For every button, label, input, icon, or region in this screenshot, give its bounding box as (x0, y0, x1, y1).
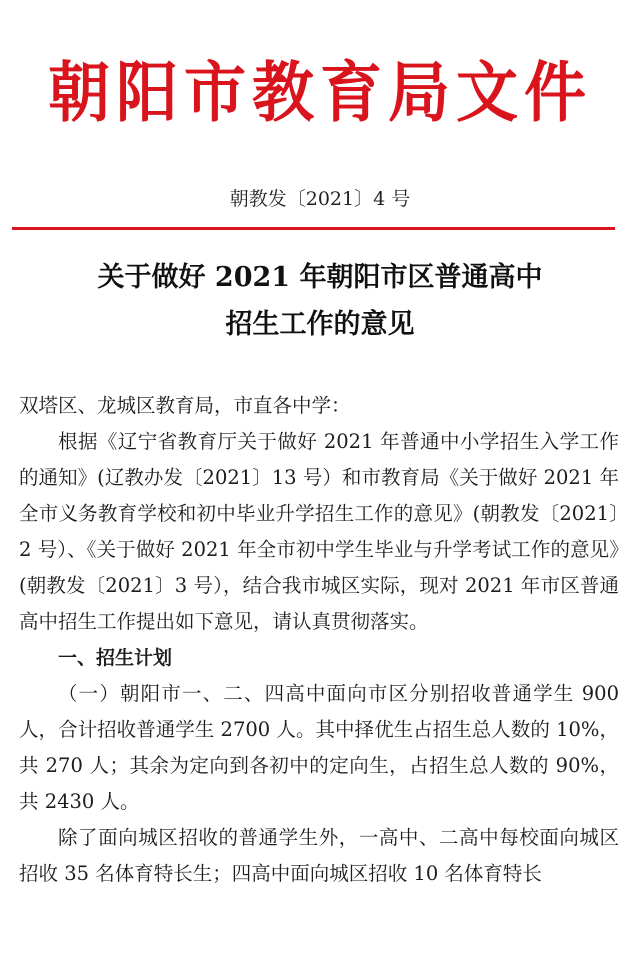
document-body (19, 388, 619, 892)
document-title-line-2: 招生工作的意见 (225, 309, 415, 340)
section-heading-enrollment-plan: 一、招生计划 (58, 647, 173, 669)
document-title-line-1: 关于做好 2021 年朝阳市区普通高中 (97, 262, 543, 293)
intro-paragraph: 根据《辽宁省教育厅关于做好 2021 年普通中小学招生入学工作的通知》(辽教办发〔2021〕13 号）和市教育局《关于做好 2021 年全市义务教育学校和初中毕业升学招生工作的意见》(朝教发〔2021〕2 号）、《关于做好 2021 年全市初中学生毕业与升学考试工作的意见》(朝教发〔2021〕3 号），结合我市城区实际，现对 2021 年市区普通高中招生工作提出如下意见，请认真贯彻落实。 (19, 430, 619, 633)
section-paragraph-2: 除了面向城区招收的普通学生外，一高中、二高中每校面向城区招收 35 名体育特长生；四高中面向城区招收 10 名体育特长 (19, 826, 619, 885)
salutation: 双塔区、龙城区教育局，市直各中学： (19, 394, 351, 417)
red-divider-line (12, 227, 615, 230)
issuer-header: 朝阳市教育局文件 (47, 54, 592, 131)
section-paragraph-1: （一）朝阳市一、二、四高中面向市区分别招收普通学生 900 人，合计招收普通学生 2700 人。其中择优生占招生总人数的 10%，共 270 人；其余为定向到各初中的定向生，占招生总人数的 90%，共 2430 人。 (19, 682, 619, 813)
document-number: 朝教发〔2021〕4 号 (229, 188, 411, 210)
